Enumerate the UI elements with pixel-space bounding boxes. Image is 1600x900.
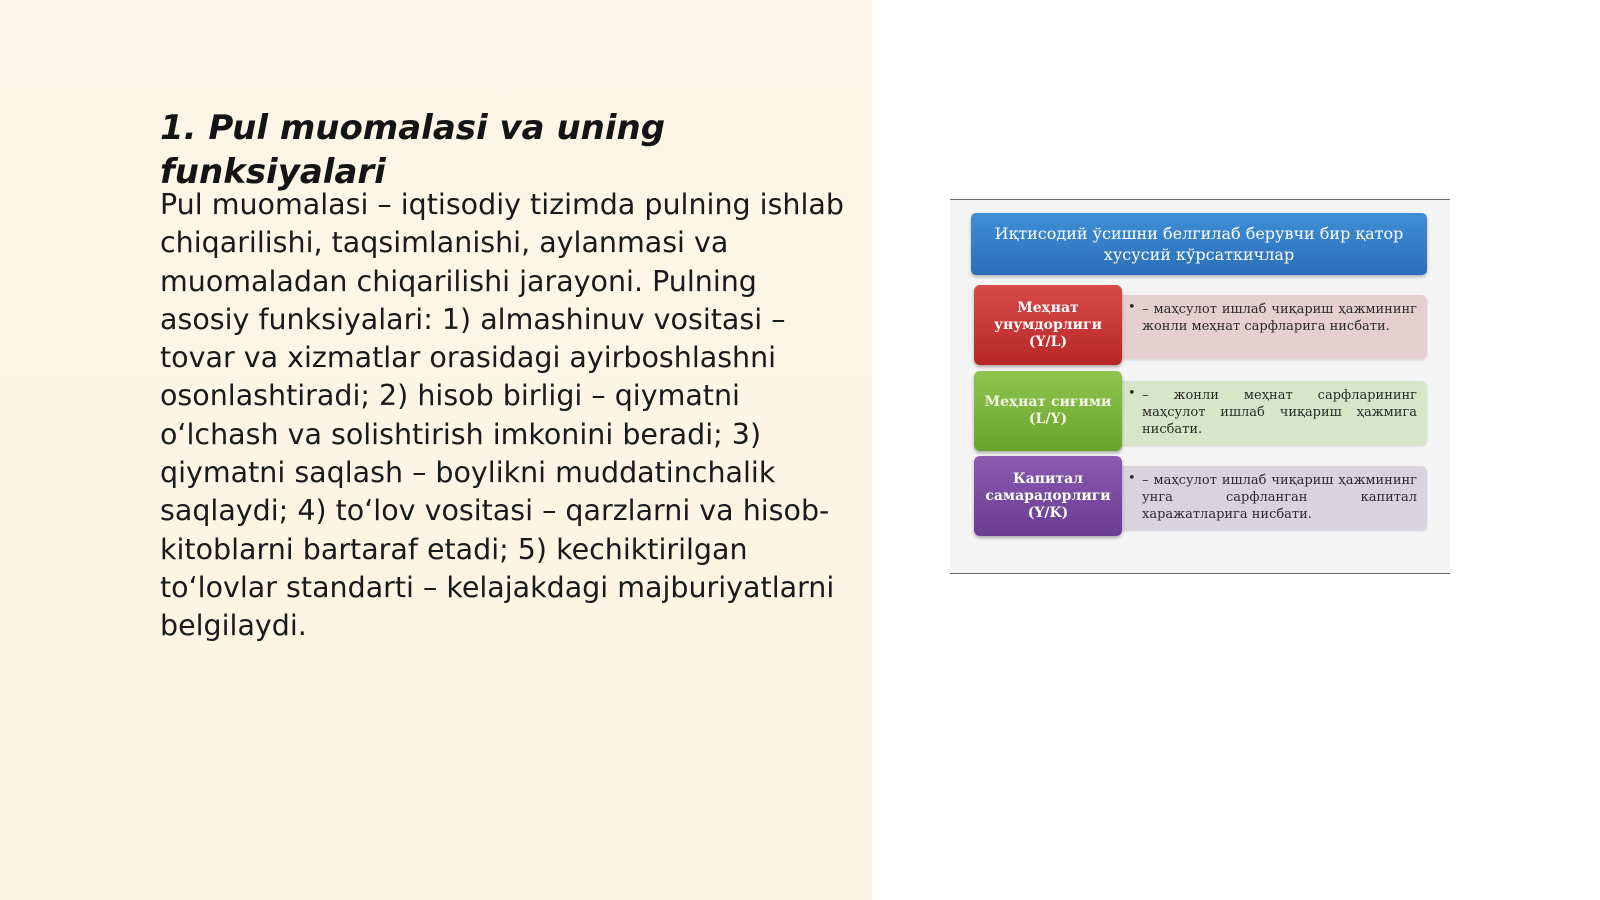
bullet-icon: • bbox=[1128, 471, 1136, 486]
row-label: Меҳнат унумдорлиги (Y/L) bbox=[974, 285, 1122, 365]
bullet-icon: • bbox=[1128, 386, 1136, 401]
row-description-box bbox=[1120, 381, 1427, 445]
row-description: – маҳсулот ишлаб чиқариш ҳажмининг унга сарфланган капитал харажатларига нисбати. bbox=[1142, 473, 1417, 522]
row-label: Капитал самарадорлиги (Y/K) bbox=[974, 456, 1122, 536]
diagram-header: Иқтисодий ўсишни белгилаб берувчи бир қатор хусусий кўрсаткичлар bbox=[971, 213, 1427, 275]
row-label: Меҳнат сиғими (L/Y) bbox=[974, 371, 1122, 451]
bullet-icon: • bbox=[1128, 300, 1136, 315]
indicators-diagram bbox=[950, 199, 1450, 574]
diagram-row-labor-intensity bbox=[974, 371, 1427, 451]
slide-body-text: Pul muomalasi – iqtisodiy tizimda pulning ishlab chiqarilishi, taqsimlanishi, aylanmasi va muomaladan chiqarilishi jarayoni. Pulning asosiy funksiyalari: 1) almashinuv vositasi – tovar va xizmatlar orasidagi ayirboshlashni osonlashtiradi; 2) hisob birligi – qiymatni o‘lchash va solishtirish imkonini beradi; 3) qiymatni saqlash – boylikni muddatinchalik saqlaydi; 4) to‘lov vositasi – qarzlarni va hisob-kitoblarni bartaraf etadi; 5) kechiktirilgan to‘lovlar standarti – kelajakdagi majburiyatlarni belgilaydi. bbox=[160, 188, 844, 643]
slide-title: 1. Pul muomalasi va uning funksiyalari bbox=[160, 108, 666, 192]
row-description: – маҳсулот ишлаб чиқариш ҳажмининг жонли меҳнат сарфларига нисбати. bbox=[1142, 302, 1417, 334]
row-description-box bbox=[1120, 466, 1427, 530]
diagram-row-labor-productivity bbox=[974, 285, 1427, 365]
row-description: – жонли меҳнат сарфларининг маҳсулот ишлаб чиқариш ҳажмига нисбати. bbox=[1142, 388, 1417, 437]
diagram-row-capital-efficiency bbox=[974, 456, 1427, 536]
row-description-box bbox=[1120, 295, 1427, 359]
